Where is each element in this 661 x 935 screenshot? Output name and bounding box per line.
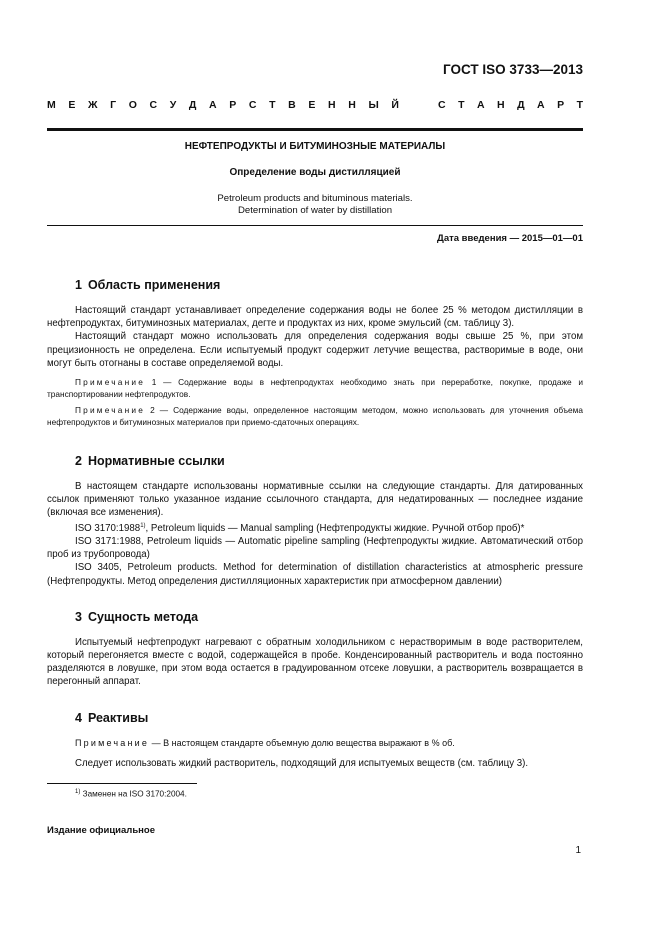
document-subtitle: Определение воды дистилляцией <box>229 167 401 178</box>
note: Примечание 1 — Содержание воды в нефтепродуктах необходимо знать при переработке, покупке, продаже и транспортировании нефтепродуктов. <box>47 377 583 400</box>
title-en-line-1: Petroleum products and bituminous materials. <box>217 193 413 204</box>
letter: Е <box>308 99 316 111</box>
letter: Т <box>269 99 276 111</box>
letter: Р <box>229 99 237 111</box>
note: Примечание — В настоящем стандарте объемную долю вещества выражают в % об. <box>75 737 455 748</box>
letter: М <box>47 99 56 111</box>
letter: Д <box>188 99 197 111</box>
standard-type-right <box>438 99 583 111</box>
letter: О <box>128 99 137 111</box>
footnote: $^{1)}$ Заменен на ISO 3170:2004. <box>75 789 187 799</box>
section-heading: 1 Область применения <box>75 278 221 292</box>
letter: Р <box>557 99 565 111</box>
document-title-english <box>47 193 583 217</box>
letter: В <box>288 99 296 111</box>
letter: А <box>476 99 485 111</box>
letter: Е <box>68 99 76 111</box>
footnote-mark: 1) <box>140 522 146 529</box>
letter: А <box>537 99 545 111</box>
section-heading: 2 Нормативные ссылки <box>75 454 225 469</box>
document-title: НЕФТЕПРОДУКТЫ И БИТУМИНОЗНЫЕ МАТЕРИАЛЫ <box>184 141 446 152</box>
letter: Ж <box>88 99 98 111</box>
edition-label: Издание официальное <box>47 825 155 836</box>
paragraph: Настоящий стандарт устанавливает определение содержания воды не более 25 % методом дистилляции в нефтепродуктах, битуминозных материалах, дегте и продуктах из них, кроме эмульсий (см. таблицу 3). <box>47 305 583 330</box>
page-number: 1 <box>575 845 581 856</box>
letter: С <box>248 99 257 111</box>
letter: А <box>209 99 217 111</box>
spacer <box>47 588 583 610</box>
section-method-principle <box>47 610 583 689</box>
document-body <box>47 278 583 770</box>
paragraph: Настоящий стандарт можно использовать для определения содержания воды свыше 25 %, при этом прецизионность не определена. Если испытуемый продукт содержит летучие вещества, растворимые в воде, они могут быть отогнаны в составе определяемой воды. <box>47 331 583 369</box>
note: Примечание 2 — Содержание воды, определенное настоящим методом, можно использовать для уточнения объема нефтепродуктов и битуминозных материалов при приемо-сдаточных операциях. <box>47 405 583 428</box>
introduction-date: Дата введения — 2015—01—01 <box>437 233 583 244</box>
letter: Т <box>576 99 583 111</box>
letter: С <box>438 99 446 111</box>
section-scope <box>47 278 583 428</box>
letter: У <box>169 99 177 111</box>
letter: Г <box>110 99 117 111</box>
paragraph: Следует использовать жидкий растворитель, подходящий для испытуемых веществ (см. таблицу 3). <box>75 757 529 769</box>
letter: Д <box>517 99 525 111</box>
reference-item: ISO 3405, Petroleum products. Method for determination of distillation characteristics at atmospheric pressure (Нефтепродукты. Метод определения дистилляционных характеристик при атмосферном давлении) <box>47 562 583 587</box>
letter: С <box>149 99 158 111</box>
spacer <box>47 428 583 454</box>
section-reagents <box>47 711 583 770</box>
section-heading: 3 Сущность метода <box>75 609 199 624</box>
standard-type <box>47 99 583 111</box>
letter: Н <box>348 99 356 111</box>
header-rule <box>47 128 583 131</box>
doc-number: ГОСТ ISO 3733—2013 <box>443 62 583 77</box>
letter: Й <box>391 99 399 111</box>
letter: Т <box>458 99 465 111</box>
letter: Ы <box>368 99 379 111</box>
letter: Н <box>328 99 336 111</box>
spacer <box>47 689 583 711</box>
standard-type-left <box>47 99 399 111</box>
section-normative-references <box>47 454 583 588</box>
paragraph: Испытуемый нефтепродукт нагревают с обратным холодильником с нерастворимым в воде растворителем, который перегоняется вместе с водой, содержащейся в пробе. Конденсированный растворитель и вода постоянно разделяются в ловушке, при этом вода остается в градуированном отсеке ловушки, а растворитель возвращается в перегонный аппарат. <box>47 636 583 688</box>
title-en-line-2: Determination of water by distillation <box>237 205 393 216</box>
footnote-rule <box>47 783 197 784</box>
paragraph: В настоящем стандарте использованы нормативные ссылки на следующие стандарты. Для датированных ссылок применяют только указанное издание ссылочного стандарта, для недатированных — последнее издание (включая все изменения). <box>47 481 583 519</box>
reference-item: ISO 3171:1988, Petroleum liquids — Automatic pipeline sampling (Нефтепродукты жидкие. Автоматический отбор проб из трубопровода) <box>47 536 583 561</box>
letter: Н <box>497 99 505 111</box>
reference-item: ISO 3170:1988$^{1)}$, Petroleum liquids — Manual sampling (Нефтепродукты жидкие. Ручной отбор проб)* <box>75 522 525 534</box>
title-rule <box>47 225 583 226</box>
section-heading: 4 Реактивы <box>75 710 149 725</box>
